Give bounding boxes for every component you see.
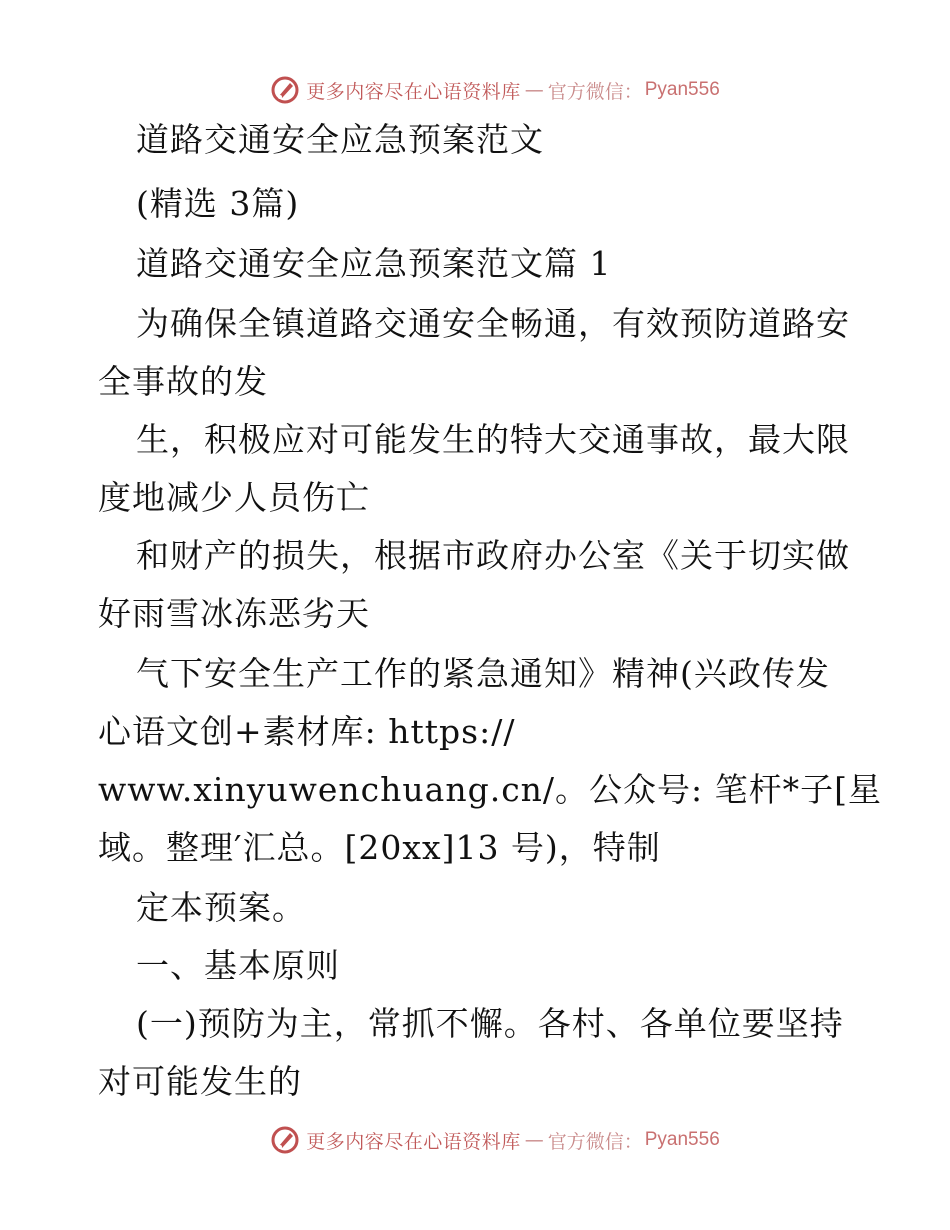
section-heading: 一、基本原则	[136, 946, 340, 985]
pen-logo-icon	[270, 1125, 300, 1155]
text-line: www.xinyuwenchuang.cn/。公众号: 笔杆*子[星	[98, 770, 883, 809]
text-line: 心语文创+素材库: https://	[98, 712, 516, 751]
text-line: 定本预案。	[136, 888, 306, 927]
watermark-separator: —	[524, 79, 544, 101]
text-line: 好雨雪冰冻恶劣天	[98, 594, 370, 633]
text-line: 为确保全镇道路交通安全畅通，有效预防道路安	[136, 304, 850, 343]
watermark-sub-text: 官方微信：	[547, 1130, 643, 1153]
text-line: 全事故的发	[98, 362, 268, 401]
text-line: 度地减少人员伤亡	[98, 478, 370, 517]
watermark-main-text: 更多内容尽在心语资料库	[306, 1130, 521, 1153]
watermark-separator: —	[524, 1129, 544, 1151]
text-line: 和财产的损失，根据市政府办公室《关于切实做	[136, 536, 850, 575]
header-watermark	[0, 70, 950, 110]
footer-watermark	[0, 1120, 950, 1160]
watermark-id: Pyan556	[644, 1129, 720, 1150]
watermark-id: Pyan556	[644, 79, 720, 100]
text-line: 对可能发生的	[98, 1062, 302, 1101]
text-line: 气下安全生产工作的紧急通知》精神(兴政传发	[136, 654, 830, 693]
document-subtitle: (精选 3篇)	[136, 184, 300, 223]
section-heading: 道路交通安全应急预案范文篇 1	[136, 244, 612, 283]
watermark-main-text: 更多内容尽在心语资料库	[306, 80, 521, 103]
watermark-sub-text: 官方微信：	[547, 80, 643, 103]
text-line: (一)预防为主，常抓不懈。各村、各单位要坚持	[136, 1004, 844, 1043]
document-title: 道路交通安全应急预案范文	[136, 120, 544, 159]
text-line: 域。整理′汇总。[20xx]13 号)，特制	[98, 828, 661, 867]
text-line: 生，积极应对可能发生的特大交通事故，最大限	[136, 420, 850, 459]
pen-logo-icon	[270, 75, 300, 105]
